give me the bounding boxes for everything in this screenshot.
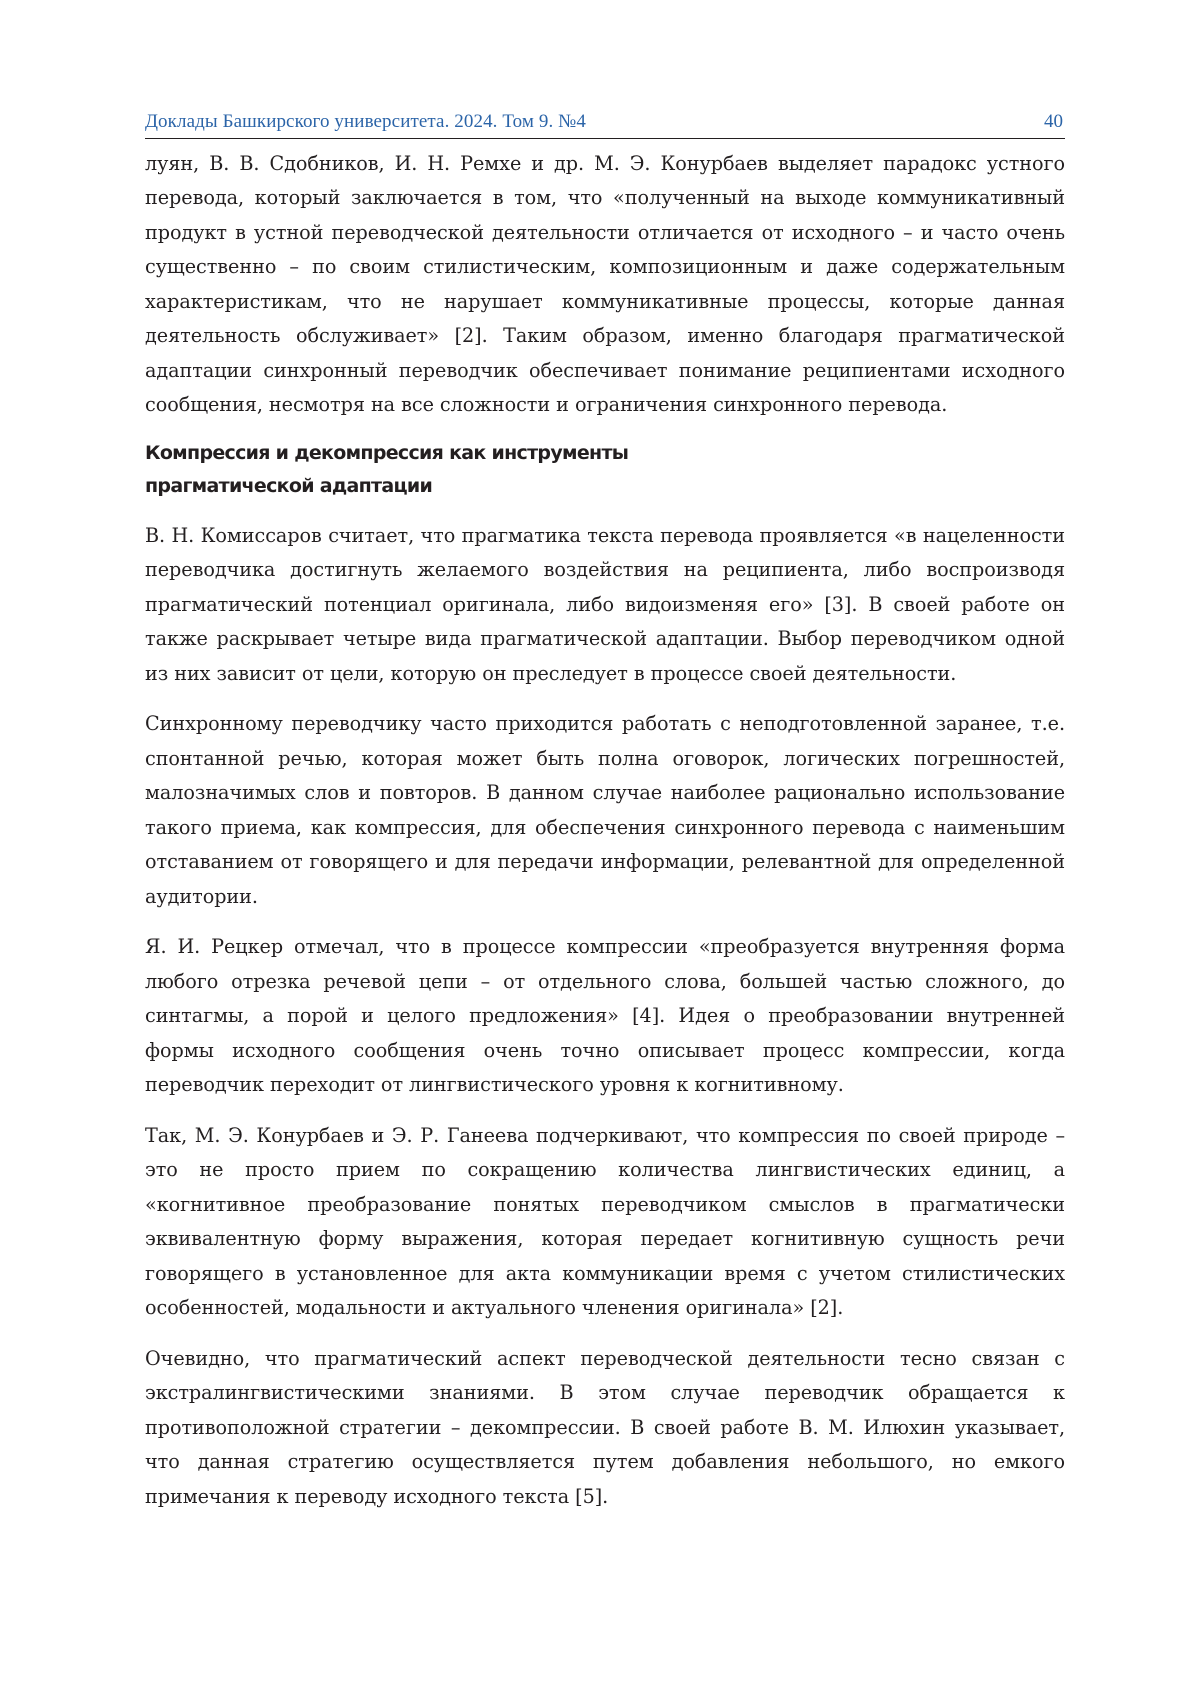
page bbox=[145, 112, 1065, 1530]
section-heading-line: Компрессия и декомпрессия как инструменты bbox=[145, 441, 629, 464]
paragraph: Я. И. Рецкер отмечал, что в процессе компрессии «преобразуется внутренняя форма любого отрезка речевой цепи – от отдельного слова, большей частью сложного, до синтагмы, а порой и целого предложения» [4]. Идея о преобразовании внутренней формы исходного сообщения очень точно описывает процесс компрессии, когда переводчик переходит от лингвистического уровня к когнитивному. bbox=[145, 935, 1065, 1097]
paragraph: В. Н. Комиссаров считает, что прагматика текста перевода проявляется «в нацеленности переводчика достигнуть желаемого воздействия на реципиента, либо воспроизводя прагматический потенциал оригинала, либо видоизменяя его» [3]. В своей работе он также раскрывает четыре вида прагматической адаптации. Выбор переводчиком одной из них зависит от цели, которую он преследует в процессе своей деятельности. bbox=[145, 523, 1065, 685]
journal-title: Доклады Башкирского университета. 2024. Том 9. №4 bbox=[145, 111, 586, 132]
section-heading-line: прагматической адаптации bbox=[145, 474, 433, 497]
page-number: 40 bbox=[1044, 111, 1063, 132]
running-header bbox=[145, 112, 1065, 139]
section-heading bbox=[145, 437, 1065, 503]
paragraph: луян, В. В. Сдобников, И. Н. Ремхе и др. М. Э. Конурбаев выделяет парадокс устного перевода, который заключается в том, что «полученный на выходе коммуникативный продукт в устной переводческой деятельности отличается от исходного – и часто очень существенно – по своим стилистическим, композиционным и даже содержательным характеристикам, что не нарушает коммуникативные процессы, которые данная деятельность обслуживает» [2]. Таким образом, именно благодаря прагматической адаптации синхронный переводчик обеспечивает понимание реципиентами исходного сообщения, несмотря на все сложности и ограничения синхронного перевода. bbox=[145, 151, 1065, 417]
paragraph: Синхронному переводчику часто приходится работать с неподготовленной заранее, т.е. спонтанной речью, которая может быть полна оговорок, логических погрешностей, малозначимых слов и повторов. В данном случае наиболее рационально использование такого приема, как компрессия, для обеспечения синхронного перевода с наименьшим отставанием от говорящего и для передачи информации, релевантной для определенной аудитории. bbox=[145, 712, 1065, 908]
paragraph: Так, М. Э. Конурбаев и Э. Р. Ганеева подчеркивают, что компрессия по своей природе – это не просто прием по сокращению количества лингвистических единиц, а «когнитивное преобразование понятых переводчиком смыслов в прагматически эквивалентную форму выражения, которая передает когнитивную сущность речи говорящего в установленное для акта коммуникации время с учетом стилистических особенностей, модальности и актуального членения оригинала» [2]. bbox=[145, 1123, 1065, 1320]
article-body bbox=[145, 147, 1065, 1515]
paragraph: Очевидно, что прагматический аспект переводческой деятельности тесно связан с экстралингвистическими знаниями. В этом случае переводчик обращается к противоположной стратегии – декомпрессии. В своей работе В. М. Илюхин указывает, что данная стратегию осуществляется путем добавления небольшого, но емкого примечания к переводу исходного текста [5]. bbox=[145, 1346, 1065, 1508]
